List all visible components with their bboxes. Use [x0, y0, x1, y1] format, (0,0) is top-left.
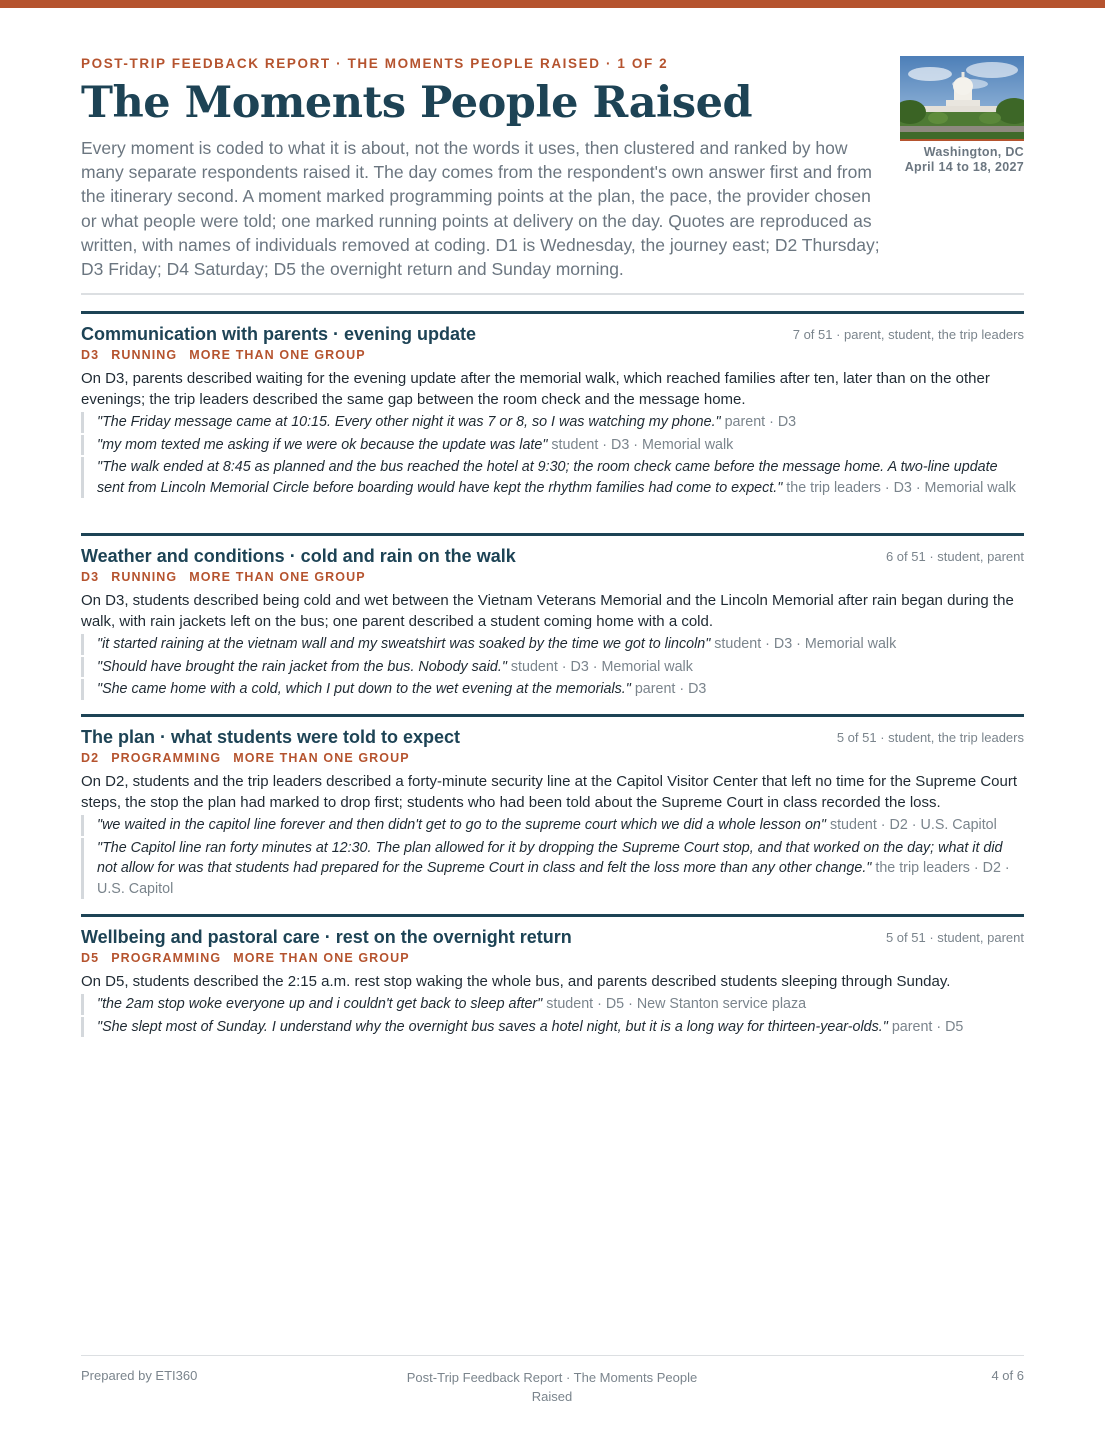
trip-dates: April 14 to 18, 2027 [904, 160, 1024, 174]
footer-prepared-by: Prepared by ETI360 [81, 1368, 198, 1383]
quote-source: student · D3 · Memorial walk [714, 636, 897, 652]
section-tags [81, 951, 1024, 967]
section-summary: On D3, students described being cold and wet between the Vietnam Veterans Memorial and the Lincoln Memorial after rain began during the walk, with rain jackets left on the bus; one parent described a student coming home with a cold. [81, 592, 1014, 630]
header-divider [81, 293, 1024, 295]
quote-source: parent · D3 [634, 681, 707, 697]
quote-text: "She slept most of Sunday. I understand why the overnight bus saves a hotel night, but it is a long way for thirteen-year-olds." [97, 1018, 888, 1035]
group-tag: MORE THAN ONE GROUP [233, 751, 410, 765]
quote [81, 1017, 1024, 1038]
page-title: The Moments People Raised [81, 78, 753, 128]
capitol-image [900, 56, 1024, 139]
quote-source: parent · D5 [891, 1018, 964, 1035]
moment-section [81, 914, 1024, 1039]
group-tag: MORE THAN ONE GROUP [233, 951, 410, 965]
section-summary: On D3, parents described waiting for the evening update after the memorial walk, which reached families after ten, later than on the other evenings; the trip leaders described the same gap between the room check and the message home. [81, 370, 990, 408]
destination-card [900, 56, 1024, 174]
day-tag: D2 [81, 751, 100, 765]
section-tags [81, 751, 1024, 767]
page-footer [81, 1355, 1024, 1404]
day-tag: D5 [81, 951, 100, 965]
section-summary: On D2, students and the trip leaders described a forty-minute security line at the Capitol Visitor Center that left no time for the Supreme Court steps, the stop the plan had marked to drop first; students who had been told about the Supreme Court in class recorded the loss. [81, 773, 1018, 811]
quote-text: "The walk ended at 8:45 as planned and the bus reached the hotel at 9:30; the room check came before the message home. A two-line update sent from Lincoln Memorial Circle before boarding would have kept the rhythm families had come to expect." [97, 459, 998, 496]
quote-source: the trip leaders · D2 · U.S. Capitol [97, 860, 1010, 897]
moment-section [81, 311, 1024, 500]
type-tag: PROGRAMMING [111, 951, 222, 965]
quote [81, 679, 1024, 700]
moment-section [81, 714, 1024, 901]
quote-text: "The Capitol line ran forty minutes at 12:30. The plan allowed for it by dropping the Supreme Court stop, and that worked on the day; what it did not allow for was that students had prepared for the Supreme Court in class and felt the loss more than any other change." [97, 839, 1003, 876]
day-tag: D3 [81, 570, 100, 584]
page-header [81, 56, 1024, 282]
respondent-count: 6 of 51 · student, parent [885, 549, 1024, 564]
quote-source: student · D3 · Memorial walk [510, 658, 693, 675]
capitol-photo [900, 56, 1024, 141]
quote [81, 412, 1024, 433]
quote [81, 815, 1024, 836]
quote-source: student · D2 · U.S. Capitol [829, 817, 997, 833]
quote [81, 994, 1024, 1015]
quote-source: parent · D3 [724, 414, 797, 430]
quote-text: "The Friday message came at 10:15. Every other night it was 7 or 8, so I was watching my phone." [97, 414, 721, 430]
moment-section [81, 533, 1024, 702]
quote-text: "we waited in the capitol line forever and then didn't get to go to the supreme court which we did a whole lesson on" [97, 817, 826, 833]
respondent-count: 5 of 51 · student, parent [885, 930, 1024, 945]
section-tags [81, 348, 1024, 364]
type-tag: RUNNING [111, 348, 178, 362]
respondent-count: 7 of 51 · parent, student, the trip leaders [792, 327, 1024, 342]
quote [81, 435, 1024, 456]
day-tag: D3 [81, 348, 100, 362]
quote-text: "Should have brought the rain jacket from the bus. Nobody said." [97, 658, 507, 675]
quote-text: "the 2am stop woke everyone up and i couldn't get back to sleep after" [97, 996, 543, 1012]
quote-text: "She came home with a cold, which I put down to the wet evening at the memorials." [97, 681, 631, 697]
quote [81, 838, 1024, 900]
top-accent-bar [0, 0, 1105, 8]
section-title: Wellbeing and pastoral care · rest on the overnight return [81, 927, 572, 947]
section-title: Weather and conditions · cold and rain on the walk [81, 546, 516, 566]
quote [81, 634, 1024, 655]
intro-paragraph: Every moment is coded to what it is about, not the words it uses, then clustered and ranked by how many separate respondents raised it. The day comes from the respondent's own answer first and from the itinerary second. A moment marked programming points at the plan, the pace, the provider chosen or what people were told; one marked running points at delivery on the day. Quotes are reproduced as written, with names of individuals removed at coding. D1 is Wednesday, the journey east; D2 Thursday; D3 Friday; D4 Saturday; D5 the overnight return and Sunday morning. [81, 138, 880, 280]
quote [81, 457, 1024, 498]
quote-source: student · D5 · New Stanton service plaza [546, 996, 807, 1012]
group-tag: MORE THAN ONE GROUP [189, 348, 366, 362]
report-eyebrow: POST-TRIP FEEDBACK REPORT · THE MOMENTS PEOPLE RAISED · 1 OF 2 [81, 56, 669, 71]
section-title: Communication with parents · evening update [81, 324, 477, 344]
section-summary: On D5, students described the 2:15 a.m. rest stop waking the whole bus, and parents described students sleeping through Sunday. [81, 973, 951, 990]
group-tag: MORE THAN ONE GROUP [189, 570, 366, 584]
respondent-count: 5 of 51 · student, the trip leaders [836, 730, 1024, 745]
quote-text: "it started raining at the vietnam wall and my sweatshirt was soaked by the time we got to lincoln" [97, 636, 711, 652]
type-tag: PROGRAMMING [111, 751, 222, 765]
quote-source: student · D3 · Memorial walk [551, 436, 734, 453]
destination-city: Washington, DC [923, 145, 1024, 159]
footer-report-title: Post-Trip Feedback Report · The Moments People Raised [406, 1370, 698, 1404]
page-number: 4 of 6 [991, 1368, 1024, 1383]
quote-text: "my mom texted me asking if we were ok because the update was late" [97, 436, 548, 453]
quote [81, 657, 1024, 678]
section-title: The plan · what students were told to expect [81, 727, 461, 747]
section-tags [81, 570, 1024, 586]
type-tag: RUNNING [111, 570, 178, 584]
quote-source: the trip leaders · D3 · Memorial walk [786, 479, 1016, 496]
